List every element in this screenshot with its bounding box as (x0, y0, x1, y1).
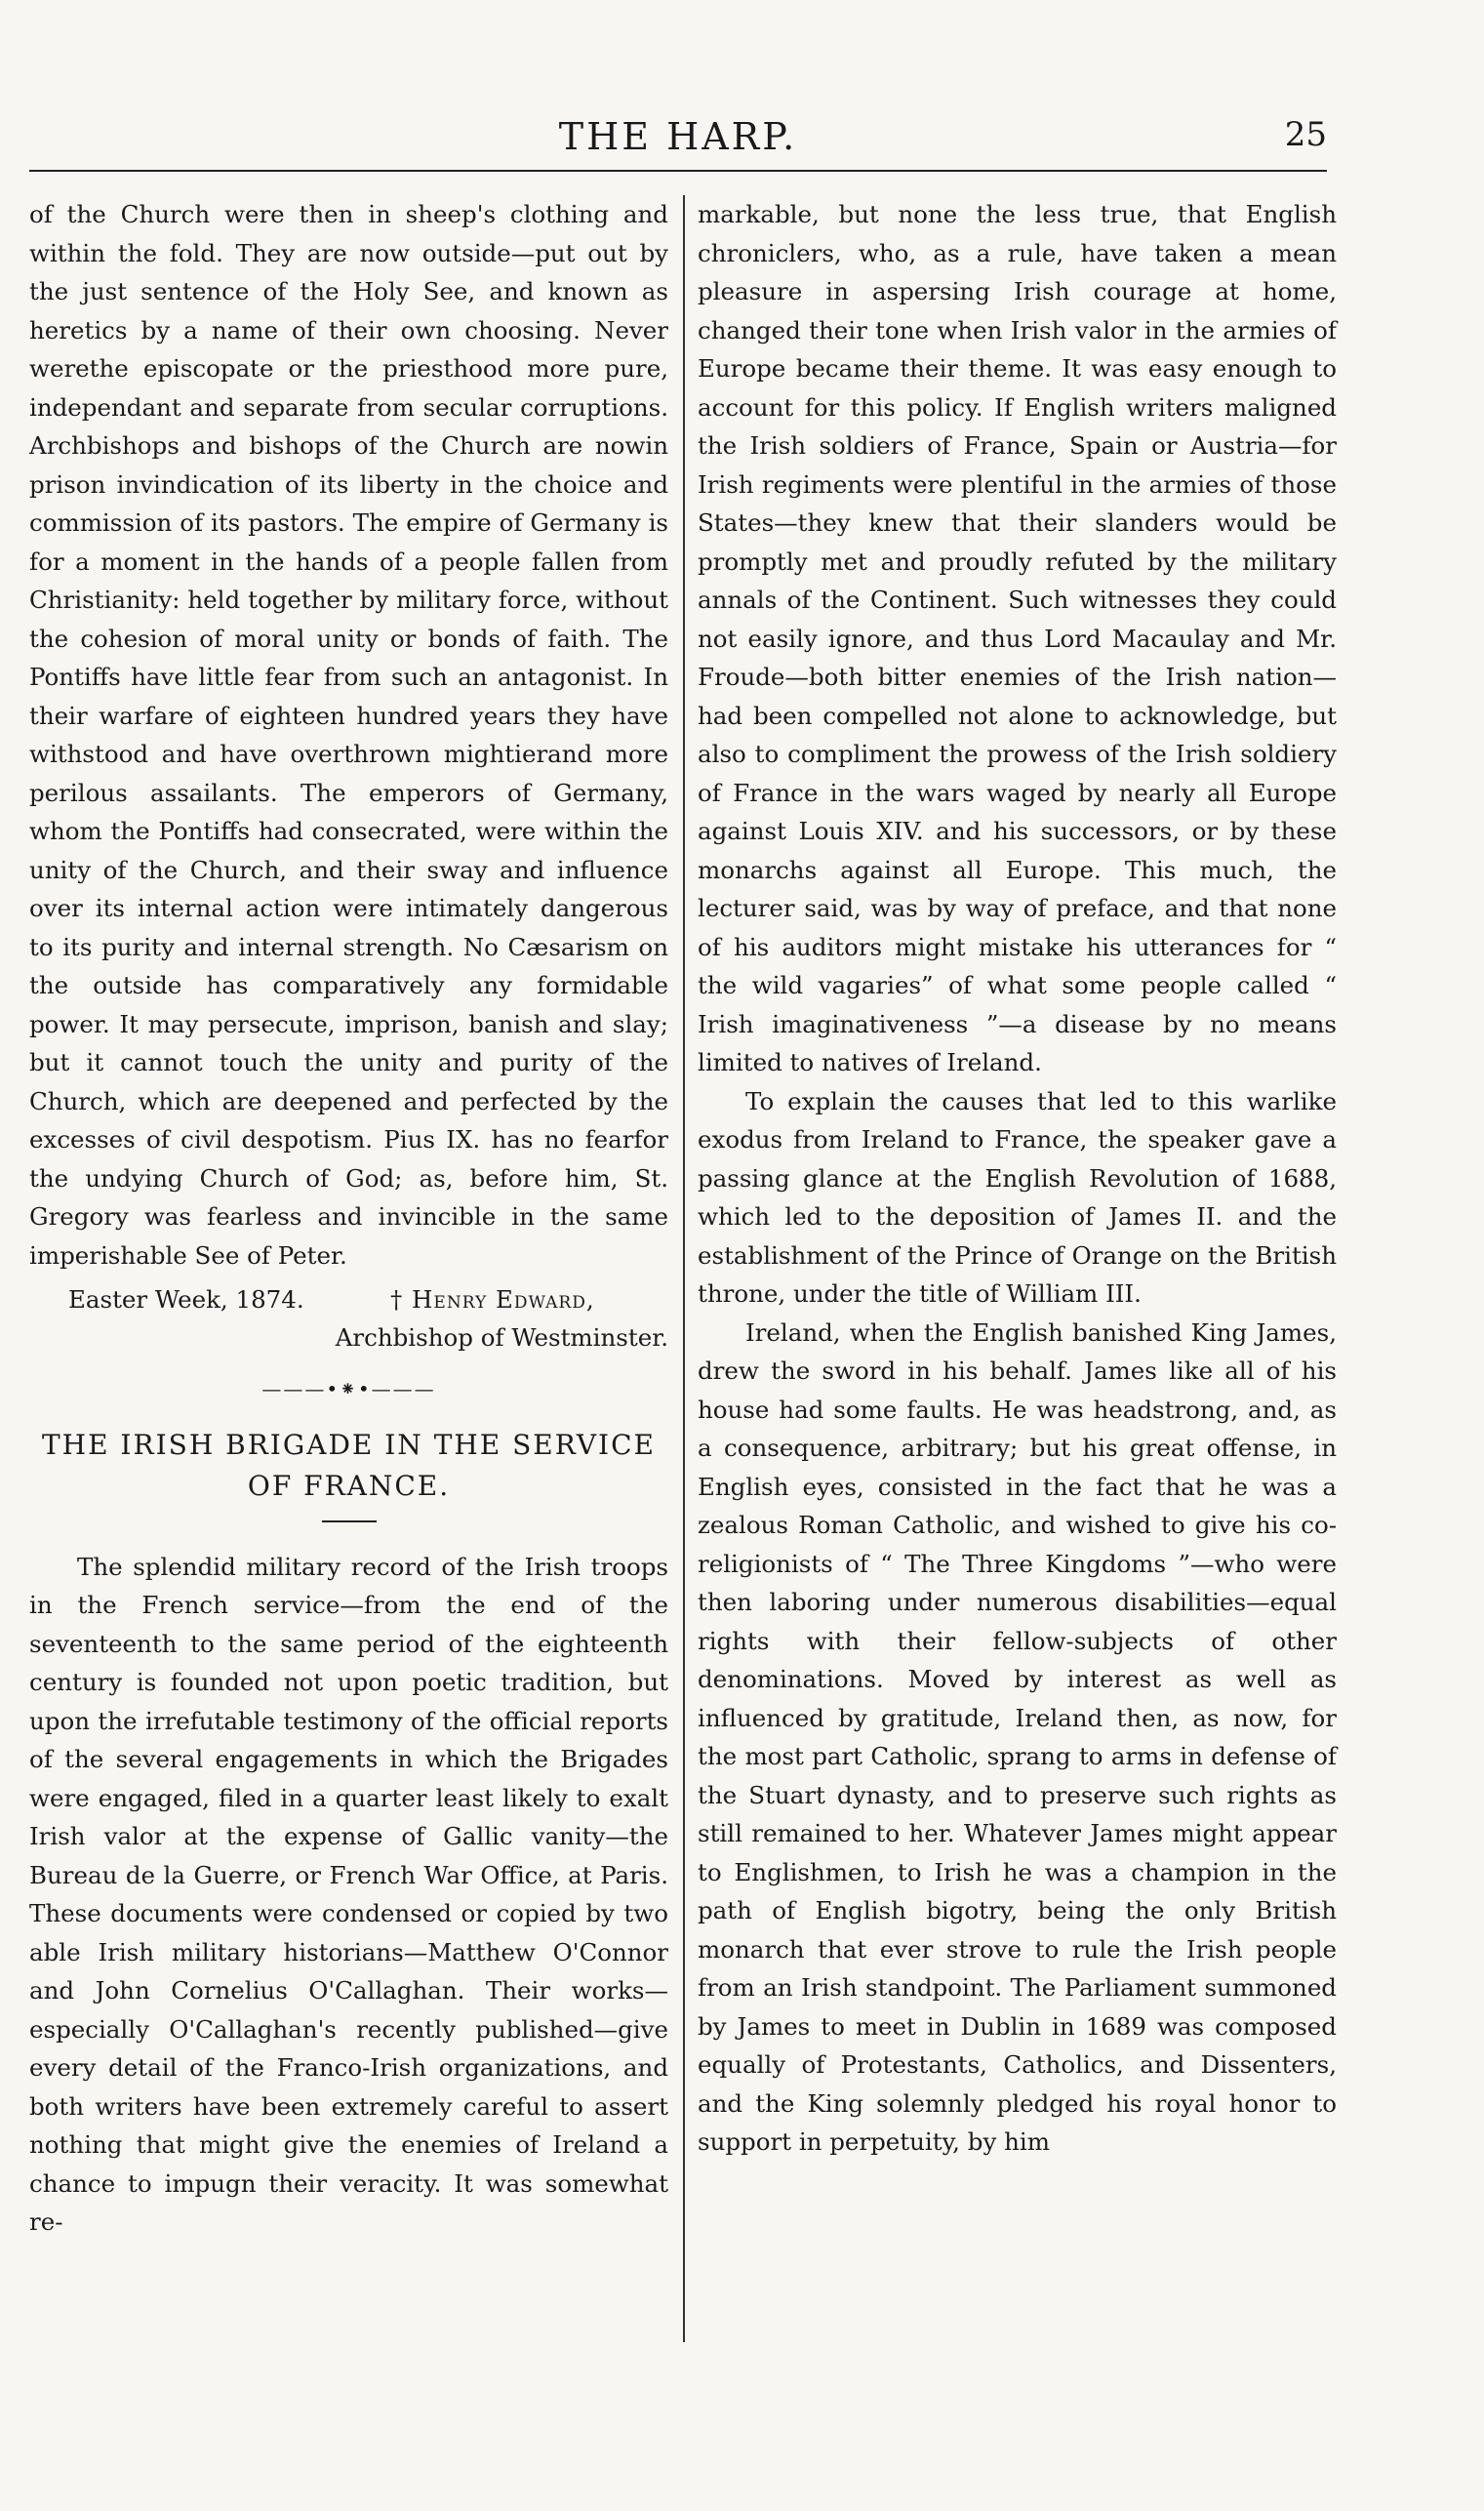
left-column (29, 195, 668, 2242)
article-paragraph: Ireland, when the English banished King James, drew the sword in his behalf. James like all of his house had some faults. He was headstrong, and, as a consequence, arbitrary; but his great offense, in English eyes, consisted in the fact that he was a zealous Roman Catholic, and wished to give his co-religionists of “ The Three Kingdoms ”—who were then laboring under numerous disabilities—equal rights with their fellow-subjects of other denominations. Moved by interest as well as influenced by gratitude, Ireland then, as now, for the most part Catholic, sprang to arms in defense of the Stuart dynasty, and to preserve such rights as still remained to her. Whatever James might appear to Englishmen, to Irish he was a champion in the path of English bigotry, being the only British monarch that ever strove to rule the Irish people from an Irish standpoint. The Parliament summoned by James to meet in Dublin in 1689 was composed equally of Protestants, Catholics, and Dissenters, and the King solemnly pledged his royal honor to support in perpetuity, by him (698, 1317, 1337, 2156)
page-number: 25 (1284, 115, 1327, 154)
signatory-title: Archbishop of Westminster. (335, 1323, 668, 1352)
header-rule (29, 170, 1327, 172)
article-paragraph: To explain the causes that led to this warlike exodus from Ireland to France, the speaker gave a passing glance at the English Revolution of 1688, which led to the deposition of James II. and the establishment of the Prince of Orange on the British throne, under the title of William III. (698, 1086, 1337, 1308)
article-paragraph: The splendid military record of the Irish troops in the French service—from the end of the seventeenth to the same period of the eighteenth century is founded not upon poetic tradition, but upon the irrefutable testimony of the official reports of the several engagements in which the Brigades were engaged, filed in a quarter least likely to exalt Irish valor at the expense of Gallic vanity—the Bureau de la Guerre, or French War Office, at Paris. These documents were condensed or copied by two able Irish military historians—Matthew O'Connor and John Cornelius O'Callaghan. Their works—especially O'Callaghan's recently published—give every detail of the Franco-Irish organizations, and both writers have been extremely careful to assert nothing that might give the enemies of Ireland a chance to impugn their veracity. It was somewhat re- (29, 1552, 668, 2236)
signature-block (29, 1280, 668, 1357)
article-paragraph-continued: markable, but none the less true, that English chroniclers, who, as a rule, have taken a mean pleasure in aspersing Irish courage at home, changed their tone when Irish valor in the armies of Europe became their theme. It was easy enough to account for this policy. If English writers maligned the Irish soldiers of France, Spain or Austria—for Irish regiments were plentiful in the armies of those States—they knew that their slanders would be promptly met and proudly refuted by the military annals of the Continent. Such witnesses they could not easily ignore, and thus Lord Macaulay and Mr. Froude—both bitter enemies of the Irish nation—had been compelled not alone to acknowledge, but also to compliment the prowess of the Irish soldiery of France in the wars waged by nearly all Europe against Louis XIV. and his successors, or by these monarchs against all Europe. This much, the lecturer said, was by way of preface, and that none of his auditors might mistake his utterances for “ the wild vagaries” of what some people called “ Irish imaginativeness ”—a disease by no means limited to natives of Ireland. (698, 200, 1337, 1076)
section-ornament: ———•⁕•——— (261, 1377, 436, 1400)
running-title: THE HARP. (558, 115, 798, 158)
column-divider (683, 195, 685, 2342)
article-heading-line2: OF FRANCE. (247, 1469, 451, 1502)
heading-rule (322, 1520, 377, 1522)
page-header (29, 115, 1327, 174)
article-heading-line1: THE IRISH BRIGADE IN THE SERVICE (42, 1428, 656, 1461)
signatory-name: † Henry Edward, (390, 1285, 595, 1314)
article-continuation: of the Church were then in sheep's clothing and within the fold. They are now outside—put out by the just sentence of the Holy See, and known as heretics by a name of their own choosing. Never werethe episcopate or the priesthood more pure, independant and separate from secular corruptions. Archbishops and bishops of the Church are nowin prison invindication of its liberty in the choice and commission of its pastors. The empire of Germany is for a moment in the hands of a people fallen from Christianity: held together by military force, without the cohesion of moral unity or bonds of faith. The Pontiffs have little fear from such an antagonist. In their warfare of eighteen hundred years they have withstood and have overthrown mightierand more perilous assailants. The emperors of Germany, whom the Pontiffs had consecrated, were within the unity of the Church, and their sway and influence over its internal action were intimately dangerous to its purity and internal strength. No Cæsarism on the outside has comparatively any formidable power. It may persecute, imprison, banish and slay; but it cannot touch the unity and purity of the Church, which are deepened and perfected by the excesses of civil despotism. Pius IX. has no fearfor the undying Church of God; as, before him, St. Gregory was fearless and invincible in the same imperishable See of Peter. (29, 200, 668, 1270)
signature-date: Easter Week, 1874. (68, 1285, 304, 1314)
right-column (698, 195, 1337, 2162)
